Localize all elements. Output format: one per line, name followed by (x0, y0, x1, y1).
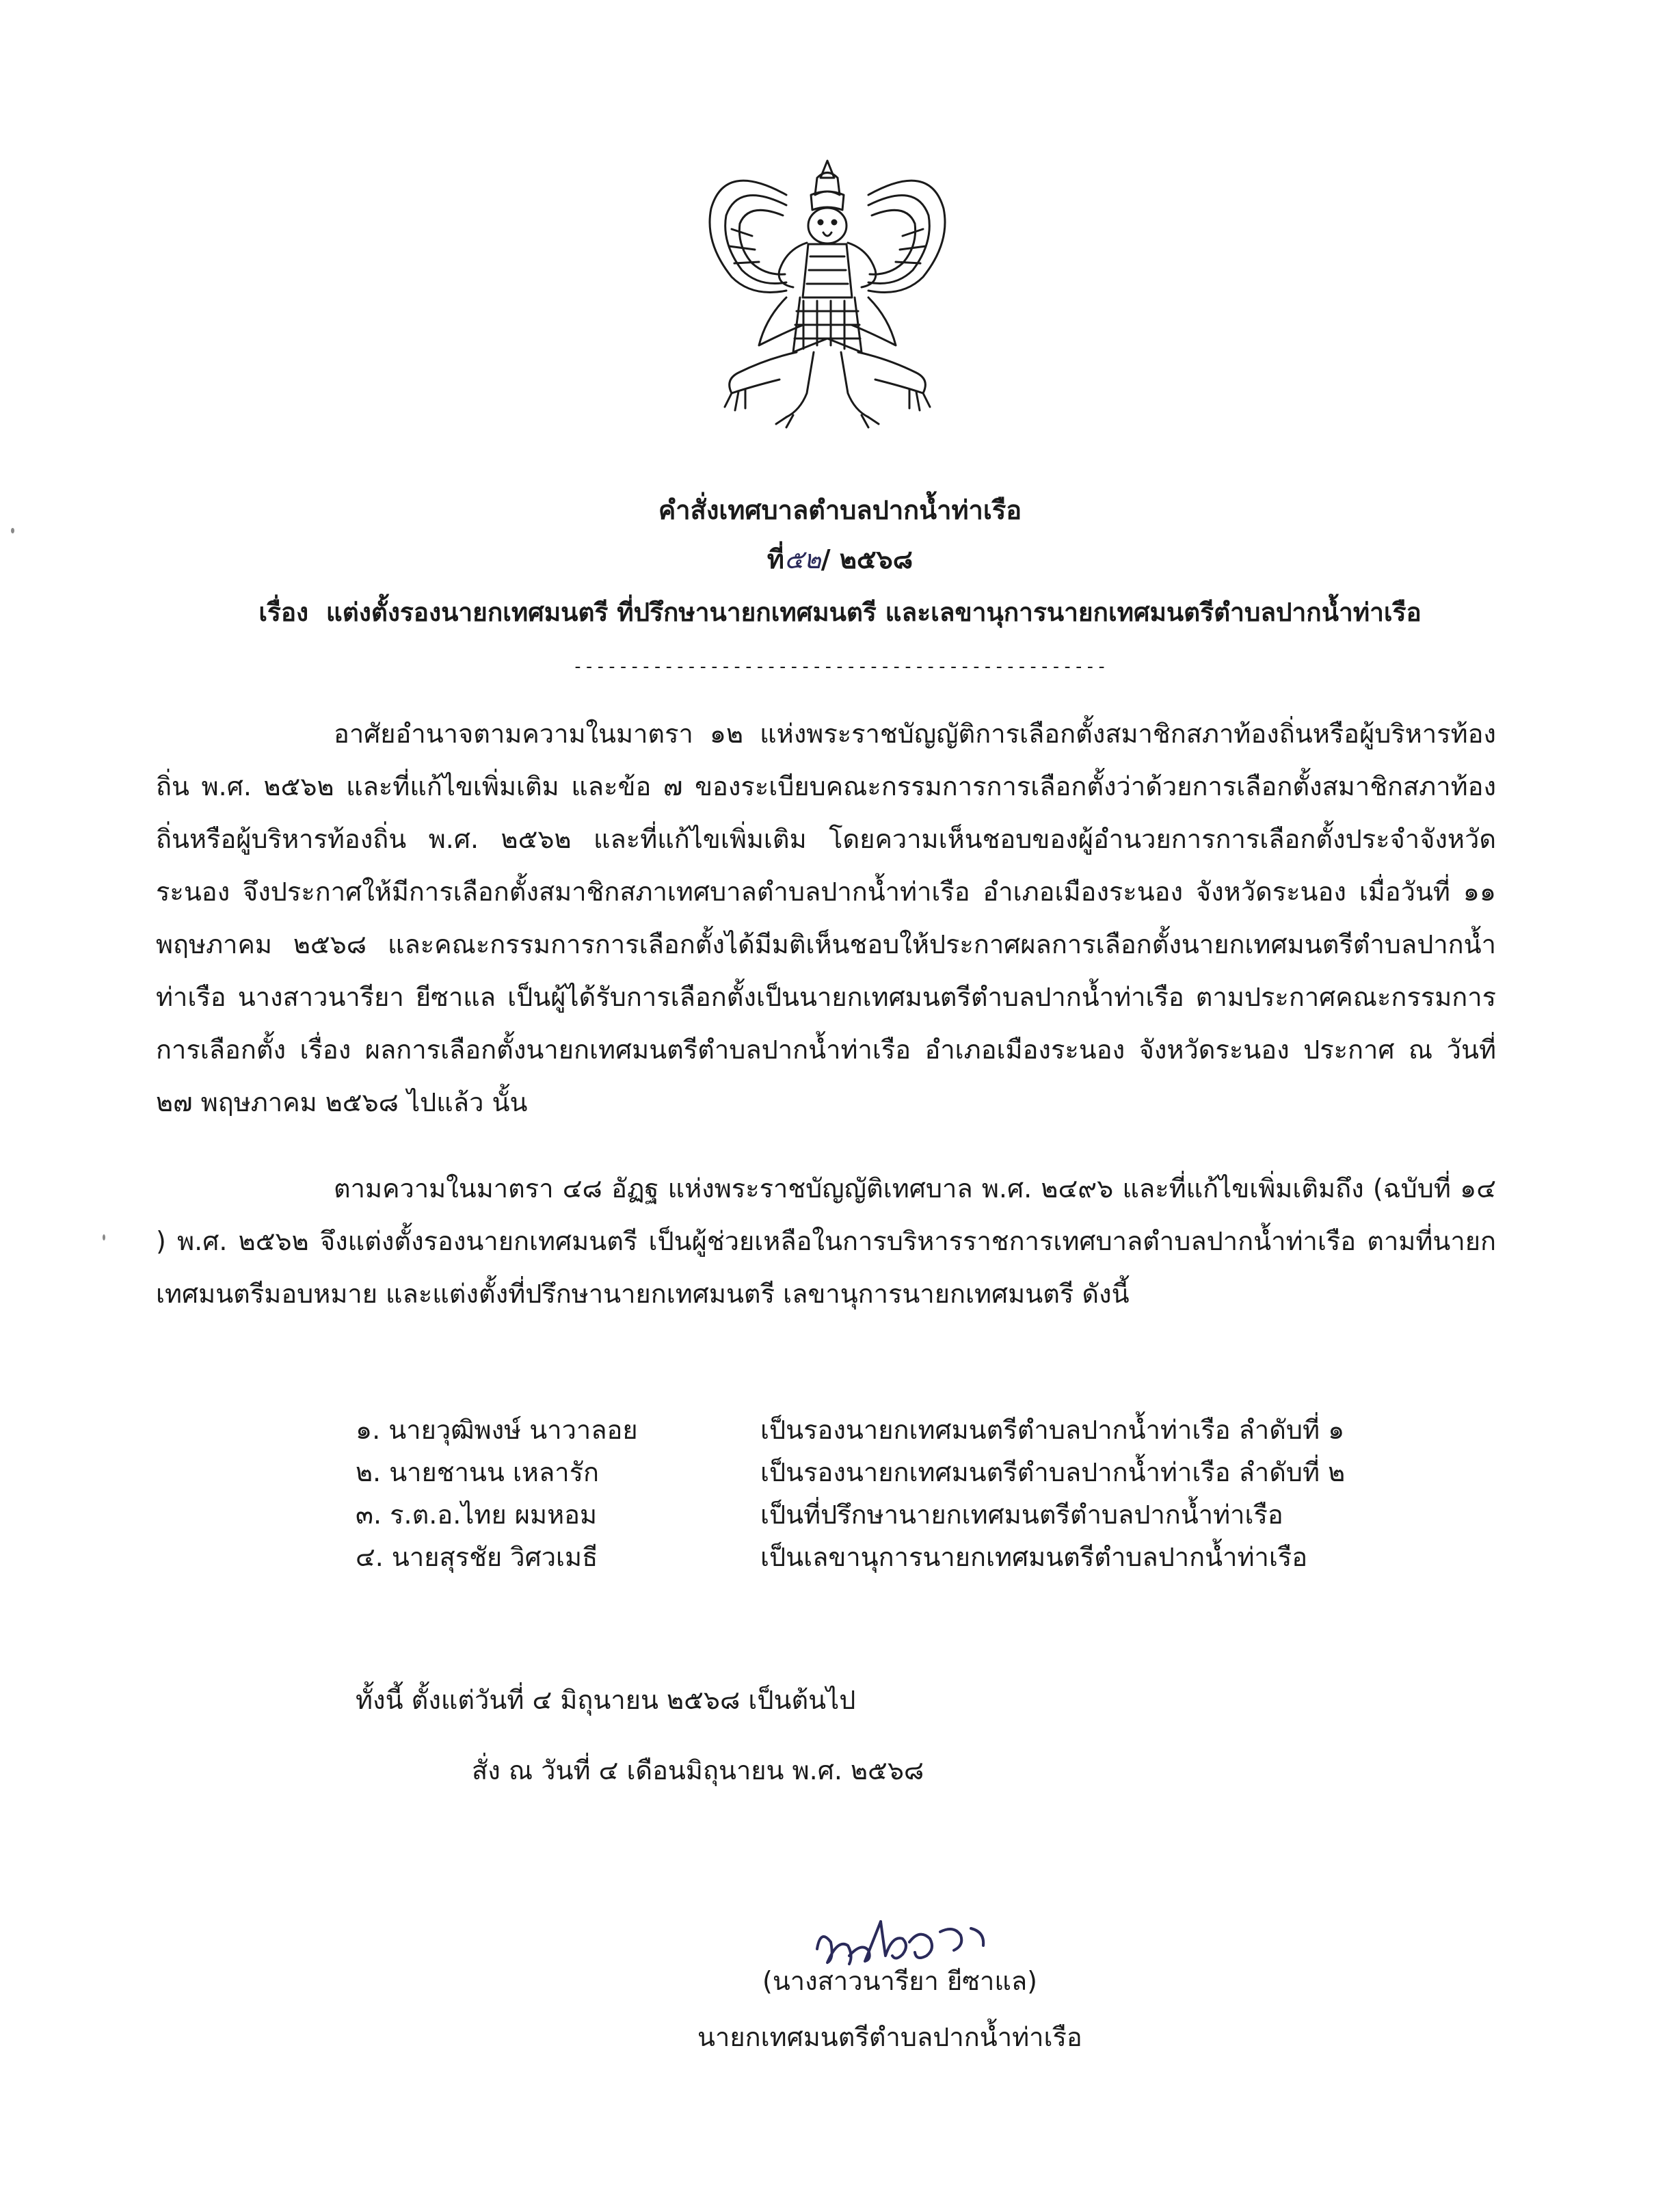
paragraph-appointment (156, 1163, 1496, 1320)
scan-speck (103, 1234, 105, 1240)
appointee-name: ๑. นายวุฒิพงษ์ นาวาลอย (356, 1415, 638, 1445)
appointee-role: เป็นเลขานุการนายกเทศมนตรีตำบลปากน้ำท่าเรือ (760, 1542, 1308, 1572)
title-separator: ----------------------------------------------- (572, 656, 1108, 677)
appointee-role: เป็นรองนายกเทศมนตรีตำบลปากน้ำท่าเรือ ลำดับที่ ๑ (760, 1415, 1345, 1445)
order-number (0, 540, 1680, 579)
appointee-list (356, 1409, 1518, 1578)
garuda-emblem-icon (684, 147, 971, 434)
appointee-role: เป็นที่ปรึกษานายกเทศมนตรีตำบลปากน้ำท่าเรือ (760, 1500, 1283, 1530)
subject-label: เรื่อง (258, 598, 309, 627)
subject-text: แต่งตั้งรองนายกเทศมนตรี ที่ปรึกษานายกเทศมนตรี และเลขานุการนายกเทศมนตรีตำบลปากน้ำท่าเรือ (325, 598, 1422, 627)
signer-name: (นางสาวนารียา ยีซาแล) (762, 1966, 1037, 1996)
order-subject (0, 594, 1680, 632)
given-date: สั่ง ณ วันที่ ๔ เดือนมิถุนายน พ.ศ. ๒๕๖๘ (472, 1755, 924, 1785)
order-title: คำสั่งเทศบาลตำบลปากน้ำท่าเรือ (658, 495, 1022, 525)
paragraph-authority (156, 708, 1496, 1129)
appointee-row (356, 1409, 1518, 1451)
appointee-row (356, 1451, 1518, 1493)
appointee-name: ๔. นายสุรชัย วิศวเมธี (356, 1542, 598, 1572)
scan-speck (11, 528, 14, 533)
paragraph-2-text: ตามความในมาตรา ๔๘ อัฏฐ แห่งพระราชบัญญัติเทศบาล พ.ศ. ๒๔๙๖ และที่แก้ไขเพิ่มเติมถึง (ฉบับที่ ๑๔ ) พ.ศ. ๒๕๖๒ จึงแต่งตั้งรองนายกเทศมนตรี เป็นผู้ช่วยเหลือในการบริหารราชการเทศบาลตำบลปากน้ำท่าเรือ ตามที่นายกเทศมนตรีมอบหมาย และแต่งตั้งที่ปรึกษานายกเทศมนตรี เลขานุการนายกเทศมนตรี ดังนี้ (156, 1173, 1496, 1309)
signer-title: นายกเทศมนตรีตำบลปากน้ำท่าเรือ (697, 2022, 1082, 2052)
appointee-row (356, 1536, 1518, 1578)
appointee-row (356, 1493, 1518, 1536)
order-number-prefix: ที่ (766, 544, 784, 574)
order-number-suffix: / ๒๕๖๘ (821, 544, 914, 574)
appointee-role: เป็นรองนายกเทศมนตรีตำบลปากน้ำท่าเรือ ลำดับที่ ๒ (760, 1457, 1346, 1487)
effective-date: ทั้งนี้ ตั้งแต่วันที่ ๔ มิถุนายน ๒๕๖๘ เป็นต้นไป (356, 1685, 856, 1715)
appointee-name: ๓. ร.ต.อ.ไทย ผมหอม (356, 1500, 598, 1530)
appointee-name: ๒. นายชานน เหลารัก (356, 1457, 600, 1487)
paragraph-1-text: อาศัยอำนาจตามความในมาตรา ๑๒ แห่งพระราชบัญญัติการเลือกตั้งสมาชิกสภาท้องถิ่นหรือผู้บริหารท้องถิ่น พ.ศ. ๒๕๖๒ และที่แก้ไขเพิ่มเติม และข้อ ๗ ของระเบียบคณะกรรมการการเลือกตั้งว่าด้วยการเลือกตั้งสมาชิกสภาท้องถิ่นหรือผู้บริหารท้องถิ่น พ.ศ. ๒๕๖๒ และที่แก้ไขเพิ่มเติม โดยความเห็นชอบของผู้อำนวยการการเลือกตั้งประจำจังหวัดระนอง จึงประกาศให้มีการเลือกตั้งสมาชิกสภาเทศบาลตำบลปากน้ำท่าเรือ อำเภอเมืองระนอง จังหวัดระนอง เมื่อวันที่ ๑๑ พฤษภาคม ๒๕๖๘ และคณะกรรมการการเลือกตั้งได้มีมติเห็นชอบให้ประกาศผลการเลือกตั้งนายกเทศมนตรีตำบลปากน้ำท่าเรือ นางสาวนารียา ยีซาแล เป็นผู้ได้รับการเลือกตั้งเป็นนายกเทศมนตรีตำบลปากน้ำท่าเรือ ตามประกาศคณะกรรมการการเลือกตั้ง เรื่อง ผลการเลือกตั้งนายกเทศมนตรีตำบลปากน้ำท่าเรือ อำเภอเมืองระนอง จังหวัดระนอง ประกาศ ณ วันที่ ๒๗ พฤษภาคม ๒๕๖๘ ไปแล้ว นั้น (156, 719, 1496, 1117)
order-number-handwritten: ๕๒ (784, 544, 821, 574)
